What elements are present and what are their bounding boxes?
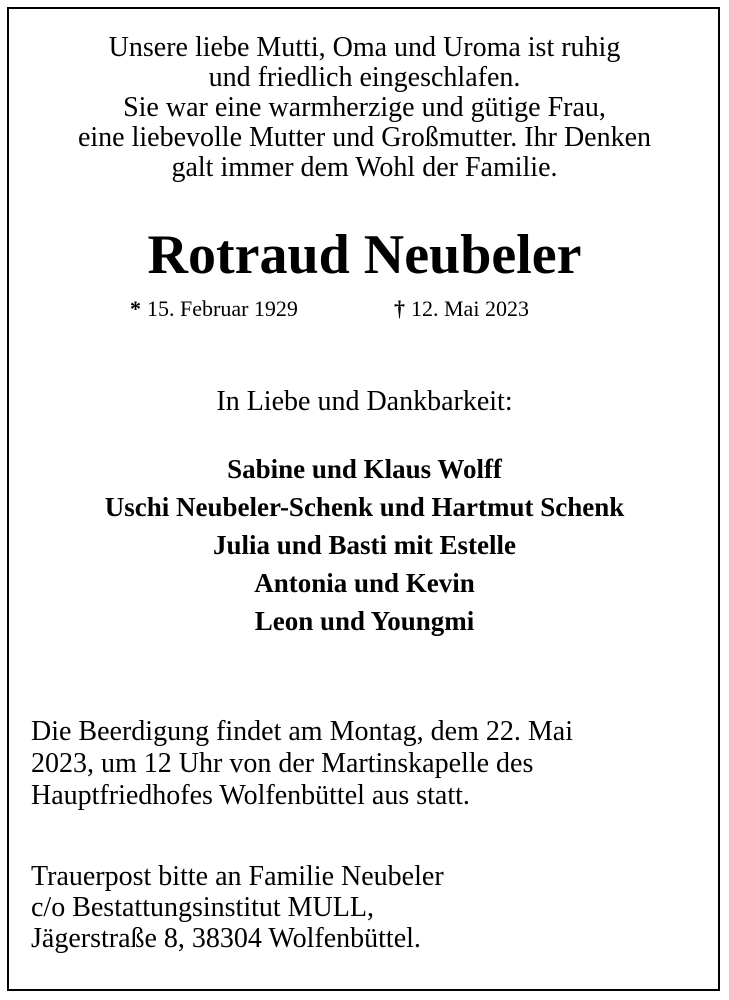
intro-text: [0, 33, 729, 183]
mourner-entry: Antonia und Kevin: [254, 568, 475, 598]
address-line: c/o Bestattungsinstitut MULL,: [31, 892, 374, 923]
intro-line: Unsere liebe Mutti, Oma und Uroma ist ruhig: [108, 32, 621, 63]
birth-symbol: *: [130, 296, 141, 321]
intro-line: eine liebevolle Mutter und Großmutter. Ihr Denken: [77, 122, 652, 153]
intro-line: Sie war eine warmherzige und gütige Frau,: [123, 92, 606, 123]
death-date: [394, 295, 529, 323]
deceased-name: Rotraud Neubeler: [147, 224, 582, 286]
birth-date: [130, 295, 298, 323]
address-line: Trauerpost bitte an Familie Neubeler: [31, 861, 444, 892]
funeral-line: Die Beerdigung findet am Montag, dem 22. Mai: [31, 716, 573, 747]
death-date-text: 12. Mai 2023: [411, 296, 529, 321]
birth-date-text: 15. Februar 1929: [147, 296, 298, 321]
address-line: Jägerstraße 8, 38304 Wolfenbüttel.: [31, 923, 421, 954]
funeral-line: Hauptfriedhofes Wolfenbüttel aus statt.: [31, 780, 470, 811]
intro-line: und friedlich eingeschlafen.: [208, 62, 521, 93]
mourner-entry: Leon und Youngmi: [254, 606, 475, 636]
condolence-address: [31, 861, 721, 954]
mourners-list: [0, 450, 729, 640]
death-symbol: †: [394, 296, 405, 321]
mourner-entry: Julia und Basti mit Estelle: [212, 530, 517, 560]
mourner-entry: Uschi Neubeler-Schenk und Hartmut Schenk: [104, 492, 625, 522]
mourner-entry: Sabine und Klaus Wolff: [227, 454, 502, 484]
funeral-announcement: [31, 716, 721, 812]
funeral-line: 2023, um 12 Uhr von der Martinskapelle des: [31, 748, 534, 779]
intro-line: galt immer dem Wohl der Familie.: [171, 152, 558, 183]
thanks-line: In Liebe und Dankbarkeit:: [216, 386, 513, 417]
